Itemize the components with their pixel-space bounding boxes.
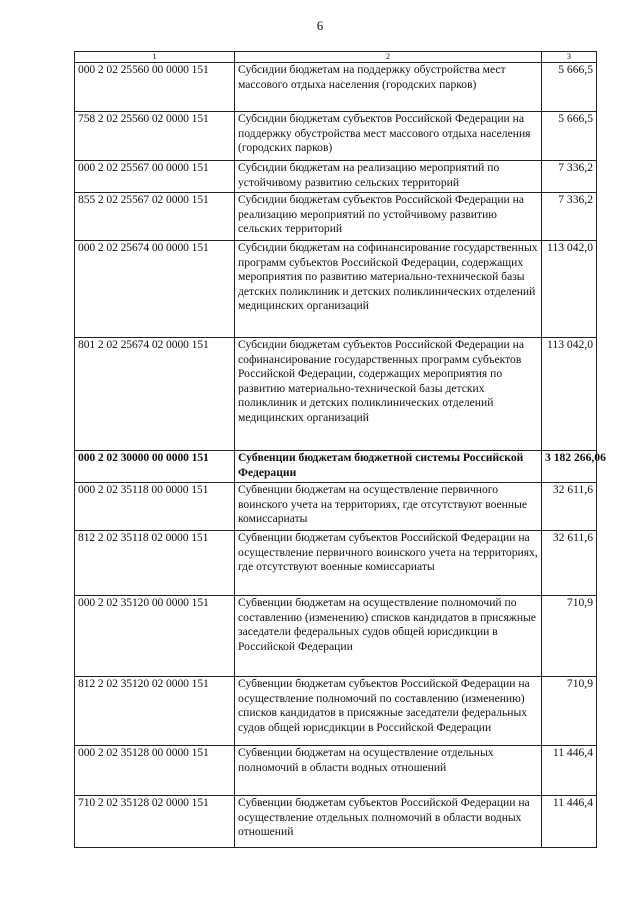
cell-name: Субсидии бюджетам субъектов Российской Федерации на реализацию мероприятий по устойчивому развитию сельских территорий: [235, 193, 542, 241]
cell-value: 710,9: [542, 596, 597, 677]
cell-value: 113 042,0: [542, 241, 597, 338]
cell-code: 000 2 02 25560 00 0000 151: [75, 63, 235, 112]
cell-code: 000 2 02 30000 00 0000 151: [75, 451, 235, 483]
table-row: [75, 451, 597, 483]
table-row: [75, 241, 597, 338]
cell-value: 11 446,4: [542, 746, 597, 796]
cell-value: 7 336,2: [542, 161, 597, 193]
table-row: [75, 531, 597, 596]
cell-name: Субвенции бюджетам субъектов Российской Федерации на осуществление отдельных полномочий в области водных отношений: [235, 796, 542, 848]
cell-name: Субсидии бюджетам на софинансирование государственных программ субъектов Российской Федерации, содержащих мероприятия по развитию материально-технической базы детских поликлиник и детских поликлинических отделений медицинских организаций: [235, 241, 542, 338]
page-number: 6: [316, 18, 324, 33]
column-header-value: 3: [542, 52, 597, 63]
cell-name: Субвенции бюджетам на осуществление отдельных полномочий в области водных отношений: [235, 746, 542, 796]
cell-value: 5 666,5: [542, 63, 597, 112]
table-row: [75, 63, 597, 112]
cell-code: 710 2 02 35128 02 0000 151: [75, 796, 235, 848]
cell-name: Субсидии бюджетам на поддержку обустройства мест массового отдыха населения (городских парков): [235, 63, 542, 112]
cell-code: 000 2 02 25567 00 0000 151: [75, 161, 235, 193]
cell-name: Субвенции бюджетам субъектов Российской Федерации на осуществление полномочий по составлению (изменению) списков кандидатов в присяжные заседатели федеральных судов общей юрисдикции в Российской Федерации: [235, 677, 542, 746]
column-header-name: 2: [235, 52, 542, 63]
table-row: [75, 677, 597, 746]
table-row: [75, 746, 597, 796]
cell-code: 801 2 02 25674 02 0000 151: [75, 338, 235, 451]
cell-name: Субсидии бюджетам на реализацию мероприятий по устойчивому развитию сельских территорий: [235, 161, 542, 193]
budget-table: [74, 51, 606, 848]
cell-code: 000 2 02 35128 00 0000 151: [75, 746, 235, 796]
cell-code: 000 2 02 25674 00 0000 151: [75, 241, 235, 338]
cell-name: Субвенции бюджетам бюджетной системы Российской Федерации: [235, 451, 542, 483]
cell-value: 5 666,5: [542, 112, 597, 161]
cell-code: 000 2 02 35118 00 0000 151: [75, 483, 235, 531]
table-row: [75, 596, 597, 677]
cell-code: 000 2 02 35120 00 0000 151: [75, 596, 235, 677]
table-row: [75, 161, 597, 193]
cell-value: 710,9: [542, 677, 597, 746]
table-row: [75, 112, 597, 161]
column-header-code: 1: [75, 52, 235, 63]
table-row: [75, 483, 597, 531]
cell-name: Субвенции бюджетам субъектов Российской Федерации на осуществление первичного воинского учета на территориях, где отсутствуют военные комиссариаты: [235, 531, 542, 596]
cell-value: 7 336,2: [542, 193, 597, 241]
table-row: [75, 338, 597, 451]
cell-code: 758 2 02 25560 02 0000 151: [75, 112, 235, 161]
cell-value: 32 611,6: [542, 483, 597, 531]
cell-name: Субсидии бюджетам субъектов Российской Федерации на поддержку обустройства мест массового отдыха населения (городских парков): [235, 112, 542, 161]
cell-value: 11 446,4: [542, 796, 597, 848]
cell-code: 812 2 02 35120 02 0000 151: [75, 677, 235, 746]
table-header-row: [75, 52, 597, 63]
cell-name: Субвенции бюджетам на осуществление первичного воинского учета на территориях, где отсутствуют военные комиссариаты: [235, 483, 542, 531]
cell-value: 3 182 266,06: [542, 451, 597, 483]
cell-name: Субсидии бюджетам субъектов Российской Федерации на софинансирование государственных программ субъектов Российской Федерации, содержащих мероприятия по развитию материально-технической базы детских поликлиник и детских поликлинических отделений медицинских организаций: [235, 338, 542, 451]
cell-value: 113 042,0: [542, 338, 597, 451]
cell-code: 855 2 02 25567 02 0000 151: [75, 193, 235, 241]
table-row: [75, 796, 597, 848]
cell-value: 32 611,6: [542, 531, 597, 596]
table-row: [75, 193, 597, 241]
table-body: [75, 63, 606, 848]
cell-code: 812 2 02 35118 02 0000 151: [75, 531, 235, 596]
cell-name: Субвенции бюджетам на осуществление полномочий по составлению (изменению) списков кандидатов в присяжные заседатели федеральных судов общей юрисдикции в Российской Федерации: [235, 596, 542, 677]
